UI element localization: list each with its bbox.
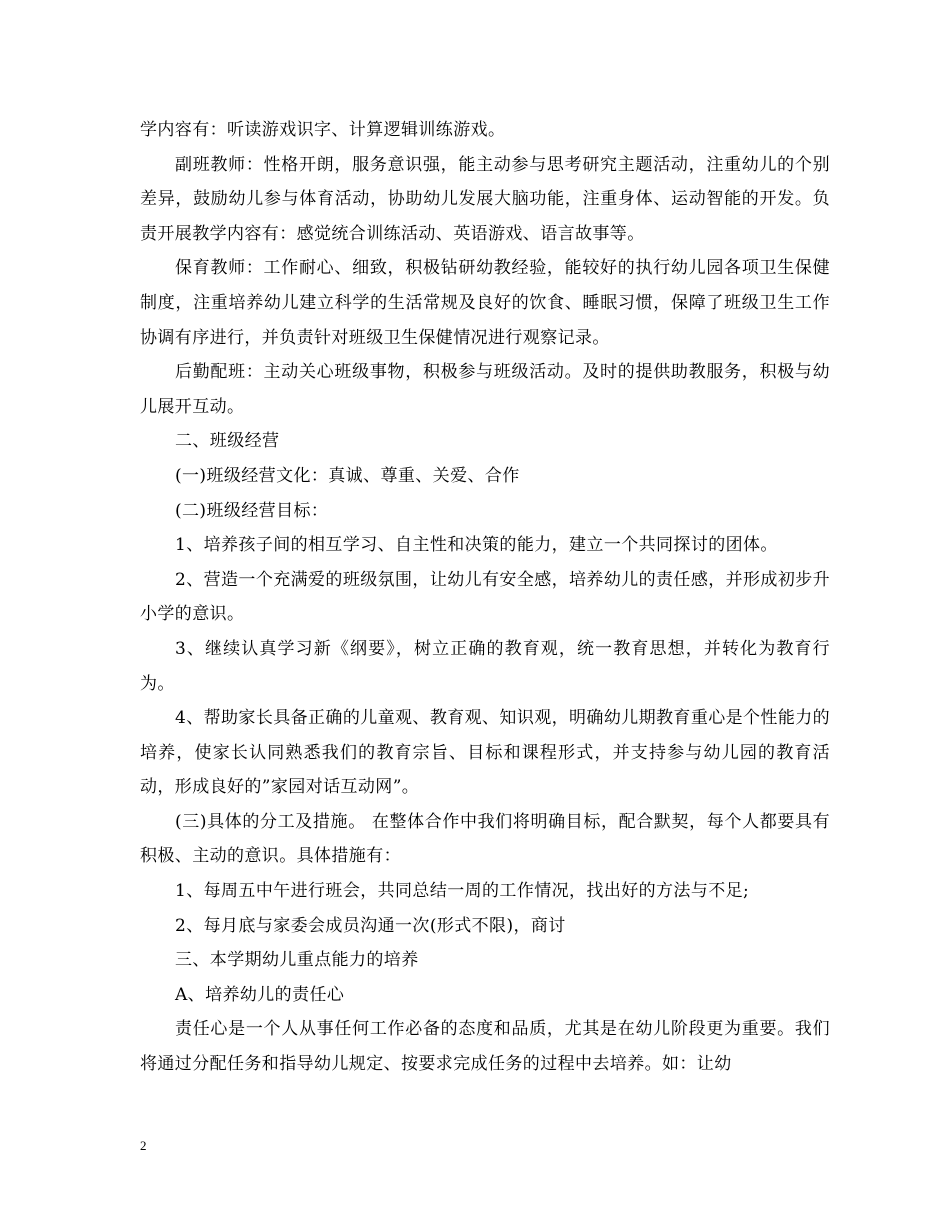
paragraph: 保育教师：工作耐心、细致，积极钻研幼教经验，能较好的执行幼儿园各项卫生保健制度，注重培养幼儿建立科学的生活常规及良好的饮食、睡眠习惯，保障了班级卫生工作协调有序进行，并负责针对班级卫生保健情况进行观察记录。 bbox=[140, 258, 830, 348]
paragraph: 责任心是一个人从事任何工作必备的态度和品质，尤其是在幼儿阶段更为重要。我们将通过分配任务和指导幼儿规定、按要求完成任务的过程中去培养。如：让幼 bbox=[140, 1019, 830, 1075]
section-heading: 二、班级经营 bbox=[175, 431, 280, 452]
subsection-heading: (二)班级经营目标： bbox=[175, 500, 329, 521]
section-heading: 三、本学期幼儿重点能力的培养 bbox=[175, 950, 419, 971]
subsection-heading: A、培养幼儿的责任心 bbox=[175, 984, 345, 1005]
list-item: 4、帮助家长具备正确的儿童观、教育观、知识观，明确幼儿期教育重心是个性能力的培养，使家长认同熟悉我们的教育宗旨、目标和课程形式，并支持参与幼儿园的教育活动，形成良好的”家园对话互动网”。 bbox=[140, 708, 831, 798]
document-body bbox=[140, 113, 830, 1082]
list-item: 2、营造一个充满爱的班级氛围，让幼儿有安全感，培养幼儿的责任感，并形成初步升小学的意识。 bbox=[140, 569, 831, 625]
paragraph: 学内容有：听读游戏识字、计算逻辑训练游戏。 bbox=[140, 120, 506, 140]
list-item: 1、每周五中午进行班会，共同总结一周的工作情况，找出好的方法与不足; bbox=[175, 881, 750, 902]
subsection-heading: (一)班级经营文化：真诚、尊重、关爱、合作 bbox=[175, 465, 520, 486]
subsection-heading: (三)具体的分工及措施。 在整体合作中我们将明确目标，配合默契，每个人都要具有积极、主动的意识。具体措施有： bbox=[140, 811, 830, 867]
list-item: 3、继续认真学习新《纲要》，树立正确的教育观，统一教育思想，并转化为教育行为。 bbox=[140, 638, 830, 694]
page-number: 2 bbox=[140, 1138, 147, 1153]
list-item: 1、培养孩子间的相互学习、自主性和决策的能力，建立一个共同探讨的团体。 bbox=[175, 535, 778, 556]
list-item: 2、每月底与家委会成员沟通一次(形式不限)，商讨 bbox=[175, 915, 566, 936]
paragraph: 后勤配班：主动关心班级事物，积极参与班级活动。及时的提供助教服务，积极与幼儿展开互动。 bbox=[140, 362, 830, 417]
paragraph: 副班教师：性格开朗，服务意识强，能主动参与思考研究主题活动，注重幼儿的个别差异，鼓励幼儿参与体育活动，协助幼儿发展大脑功能，注重身体、运动智能的开发。负责开展教学内容有：感觉统合训练活动、英语游戏、语言故事等。 bbox=[140, 154, 830, 244]
